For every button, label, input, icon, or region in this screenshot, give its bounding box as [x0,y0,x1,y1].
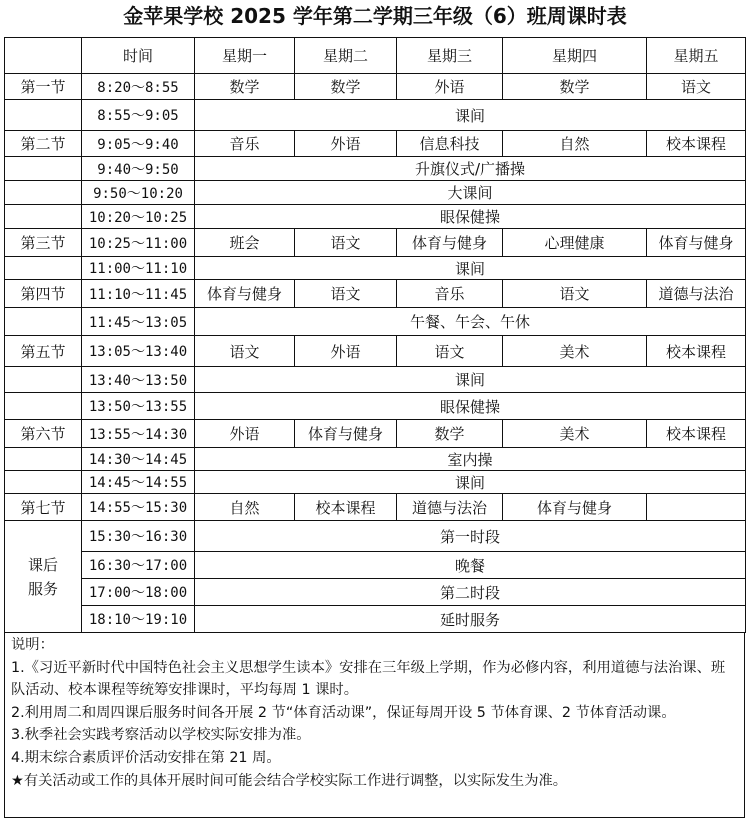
subject-cell-tuesday: 外语 [295,131,397,157]
break-activity-label: 课间 [454,473,485,492]
break-activity-label: 升旗仪式/广播操 [414,160,526,178]
time-cell: 14:55～15:30 [82,494,195,521]
time-cell: 13:05～13:40 [82,336,195,367]
break-activity-cell [195,181,746,205]
subject-cell-monday: 语文 [195,336,295,367]
break-activity-cell [195,157,746,181]
timetable [4,37,746,633]
period-label [5,181,82,205]
note-item: 2.利用周二和周四课后服务时间各开展 2 节“体育活动课”，保证每周开设 5 节体育课、2 节体育活动课。 [11,704,676,721]
note-item: 1.《习近平新时代中国特色社会主义思想学生读本》安排在三年级上学期，作为必修内容，利用道德与法治课、班队活动、校本课程等统筹安排课时，平均每周 1 课时。 [11,659,726,699]
header-thursday: 星期四 [503,38,647,74]
period-label: 第二节 [5,131,82,157]
subject-cell-monday: 班会 [195,229,295,257]
time-cell: 14:30～14:45 [82,448,195,471]
subject-cell-tuesday: 语文 [295,229,397,257]
subject-cell-thursday: 自然 [503,131,647,157]
break-activity-cell [195,448,746,471]
time-cell: 9:05～9:40 [82,131,195,157]
after-school-label-line1: 课后 [27,555,58,574]
subject-cell-monday: 外语 [195,420,295,448]
after-school-row [5,579,746,606]
period-label: 第三节 [5,229,82,257]
time-cell: 14:45～14:55 [82,471,195,494]
subject-cell-wednesday: 语文 [397,336,503,367]
break-row [5,157,746,181]
break-activity-label: 课间 [454,371,485,389]
note-item: 4.期末综合素质评价活动安排在第 21 周。 [11,749,281,766]
subject-cell-wednesday: 道德与法治 [397,494,503,521]
period-label [5,100,82,131]
header-blank-cell [5,38,82,74]
subject-cell-monday: 体育与健身 [195,280,295,308]
subject-cell-tuesday: 语文 [295,280,397,308]
period-row [5,229,746,257]
after-school-activity: 晚餐 [195,552,746,579]
period-label: 第五节 [5,336,82,367]
time-cell: 11:10～11:45 [82,280,195,308]
period-row [5,420,746,448]
subject-cell-thursday: 心理健康 [503,229,647,257]
break-activity-cell [195,205,746,229]
page-title: 金苹果学校 2025 学年第二学期三年级（6）班周课时表 [123,4,627,28]
after-school-activity: 第二时段 [195,579,746,606]
header-row [5,38,746,74]
notes-section [4,632,745,818]
after-school-row [5,606,746,633]
break-row [5,100,746,131]
subject-cell-friday: 体育与健身 [647,229,746,257]
notes-heading: 说明： [11,637,54,653]
time-cell: 11:00～11:10 [82,257,195,280]
time-cell: 16:30～17:00 [82,552,195,579]
subject-cell-thursday: 数学 [503,74,647,100]
period-label [5,367,82,393]
time-cell: 15:30～16:30 [82,521,195,552]
note-item: 3.秋季社会实践考察活动以学校实际安排为准。 [11,727,311,744]
subject-cell-tuesday: 校本课程 [295,494,397,521]
subject-cell-thursday: 语文 [503,280,647,308]
period-row [5,336,746,367]
time-cell: 18:10～19:10 [82,606,195,633]
break-row [5,308,746,336]
subject-cell-monday: 数学 [195,74,295,100]
break-activity-cell [195,308,746,336]
period-row [5,131,746,157]
period-label: 第七节 [5,494,82,521]
period-label [5,471,82,494]
subject-cell-tuesday: 体育与健身 [295,420,397,448]
time-cell: 8:20～8:55 [82,74,195,100]
after-school-label-line2: 服务 [27,579,58,598]
subject-cell-thursday: 美术 [503,420,647,448]
subject-cell-tuesday: 外语 [295,336,397,367]
header-wednesday: 星期三 [397,38,503,74]
period-row [5,494,746,521]
after-school-activity: 延时服务 [195,606,746,633]
subject-cell-wednesday: 外语 [397,74,503,100]
break-activity-cell [195,100,746,131]
header-tuesday: 星期二 [295,38,397,74]
period-label [5,308,82,336]
break-activity-cell [195,471,746,494]
subject-cell-wednesday: 体育与健身 [397,229,503,257]
subject-cell-friday: 校本课程 [647,420,746,448]
subject-cell-monday: 音乐 [195,131,295,157]
time-cell: 10:25～11:00 [82,229,195,257]
time-cell: 11:45～13:05 [82,308,195,336]
break-row [5,471,746,494]
after-school-activity: 第一时段 [195,521,746,552]
after-school-row [5,552,746,579]
break-row [5,393,746,420]
after-school-label [5,521,82,633]
break-activity-label: 大课间 [447,184,493,202]
header-time: 时间 [82,38,195,74]
header-monday: 星期一 [195,38,295,74]
break-activity-label: 午餐、午会、午休 [409,313,530,331]
subject-cell-monday: 自然 [195,494,295,521]
period-label: 第一节 [5,74,82,100]
subject-cell-wednesday: 音乐 [397,280,503,308]
subject-cell-friday: 校本课程 [647,336,746,367]
subject-cell-wednesday: 数学 [397,420,503,448]
break-row [5,367,746,393]
subject-cell-thursday: 体育与健身 [503,494,647,521]
time-cell: 17:00～18:00 [82,579,195,606]
period-row [5,280,746,308]
period-label [5,205,82,229]
time-cell: 9:40～9:50 [82,157,195,181]
period-label [5,157,82,181]
period-label: 第六节 [5,420,82,448]
note-item: ★有关活动或工作的具体开展时间可能会结合学校实际工作进行调整，以实际发生为准。 [11,772,568,789]
break-row [5,181,746,205]
period-row [5,74,746,100]
time-cell: 8:55～9:05 [82,100,195,131]
break-activity-label: 课间 [454,259,485,278]
period-label [5,257,82,280]
period-label: 第四节 [5,280,82,308]
header-friday: 星期五 [647,38,746,74]
subject-cell-friday [647,494,746,521]
time-cell: 13:55～14:30 [82,420,195,448]
break-activity-label: 眼保健操 [439,397,500,416]
period-label [5,448,82,471]
break-activity-label: 室内操 [447,450,493,469]
break-activity-cell [195,257,746,280]
period-label [5,393,82,420]
break-row [5,257,746,280]
break-activity-cell [195,393,746,420]
time-cell: 10:20～10:25 [82,205,195,229]
time-cell: 13:40～13:50 [82,367,195,393]
break-activity-cell [195,367,746,393]
time-cell: 13:50～13:55 [82,393,195,420]
subject-cell-thursday: 美术 [503,336,647,367]
time-cell: 9:50～10:20 [82,181,195,205]
subject-cell-friday: 道德与法治 [647,280,746,308]
after-school-row [5,521,746,552]
break-activity-label: 课间 [454,106,485,125]
break-row [5,205,746,229]
subject-cell-friday: 校本课程 [647,131,746,157]
break-row [5,448,746,471]
break-activity-label: 眼保健操 [439,208,500,226]
subject-cell-tuesday: 数学 [295,74,397,100]
subject-cell-friday: 语文 [647,74,746,100]
subject-cell-wednesday: 信息科技 [397,131,503,157]
